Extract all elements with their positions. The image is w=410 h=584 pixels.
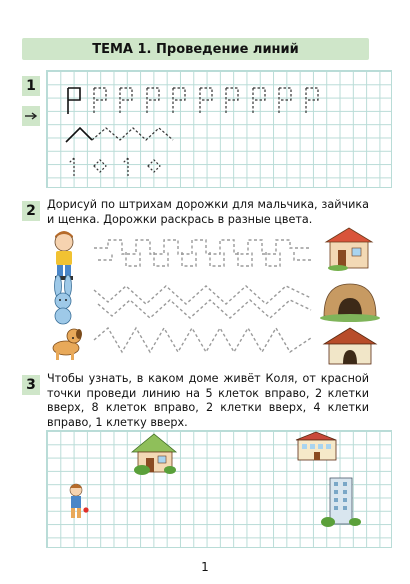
tall-building-picture: [321, 478, 361, 527]
task-3-illustration: [46, 430, 392, 548]
topic-title: ТЕМА 1. Проведение линий: [92, 41, 299, 57]
page-number: 1: [201, 560, 209, 574]
kolya-boy-picture: [70, 484, 82, 518]
task-3-text: Чтобы узнать, в каком доме живёт Коля, от красной точки проведи линию на 5 клеток вправо, 2 клетки вверх, 8 клеток вправо, 2 клетки вверх, 4 клетки вправо, 1 клетку вверх.: [47, 372, 369, 429]
path-puppy: [94, 328, 311, 352]
puppy-picture: [53, 329, 82, 360]
red-start-dot: [83, 507, 88, 512]
task-2-text: Дорисуй по штрихам дорожки для мальчика, зайчика и щенка. Дорожки раскрась в разные цвета.: [47, 198, 369, 226]
bunny-picture: [55, 275, 72, 324]
cottage-house-picture: [132, 434, 176, 475]
path-boy: [94, 240, 311, 254]
multistory-house-picture: [296, 432, 336, 460]
boy-picture: [55, 231, 73, 280]
path-bunny: [94, 286, 311, 304]
house-tower-picture: [326, 228, 372, 271]
task-1-patterns: [46, 70, 392, 188]
task-1-number: 1: [22, 76, 40, 96]
task-2-illustration: [46, 228, 392, 368]
task-3-number: 3: [22, 375, 40, 395]
arrow-right-icon: [22, 106, 40, 126]
hole-house-picture: [320, 284, 380, 322]
task-2-number: 2: [22, 201, 40, 221]
flag-shape-solid: [68, 88, 80, 114]
doghouse-picture: [324, 328, 376, 364]
topic-header: [22, 38, 369, 60]
